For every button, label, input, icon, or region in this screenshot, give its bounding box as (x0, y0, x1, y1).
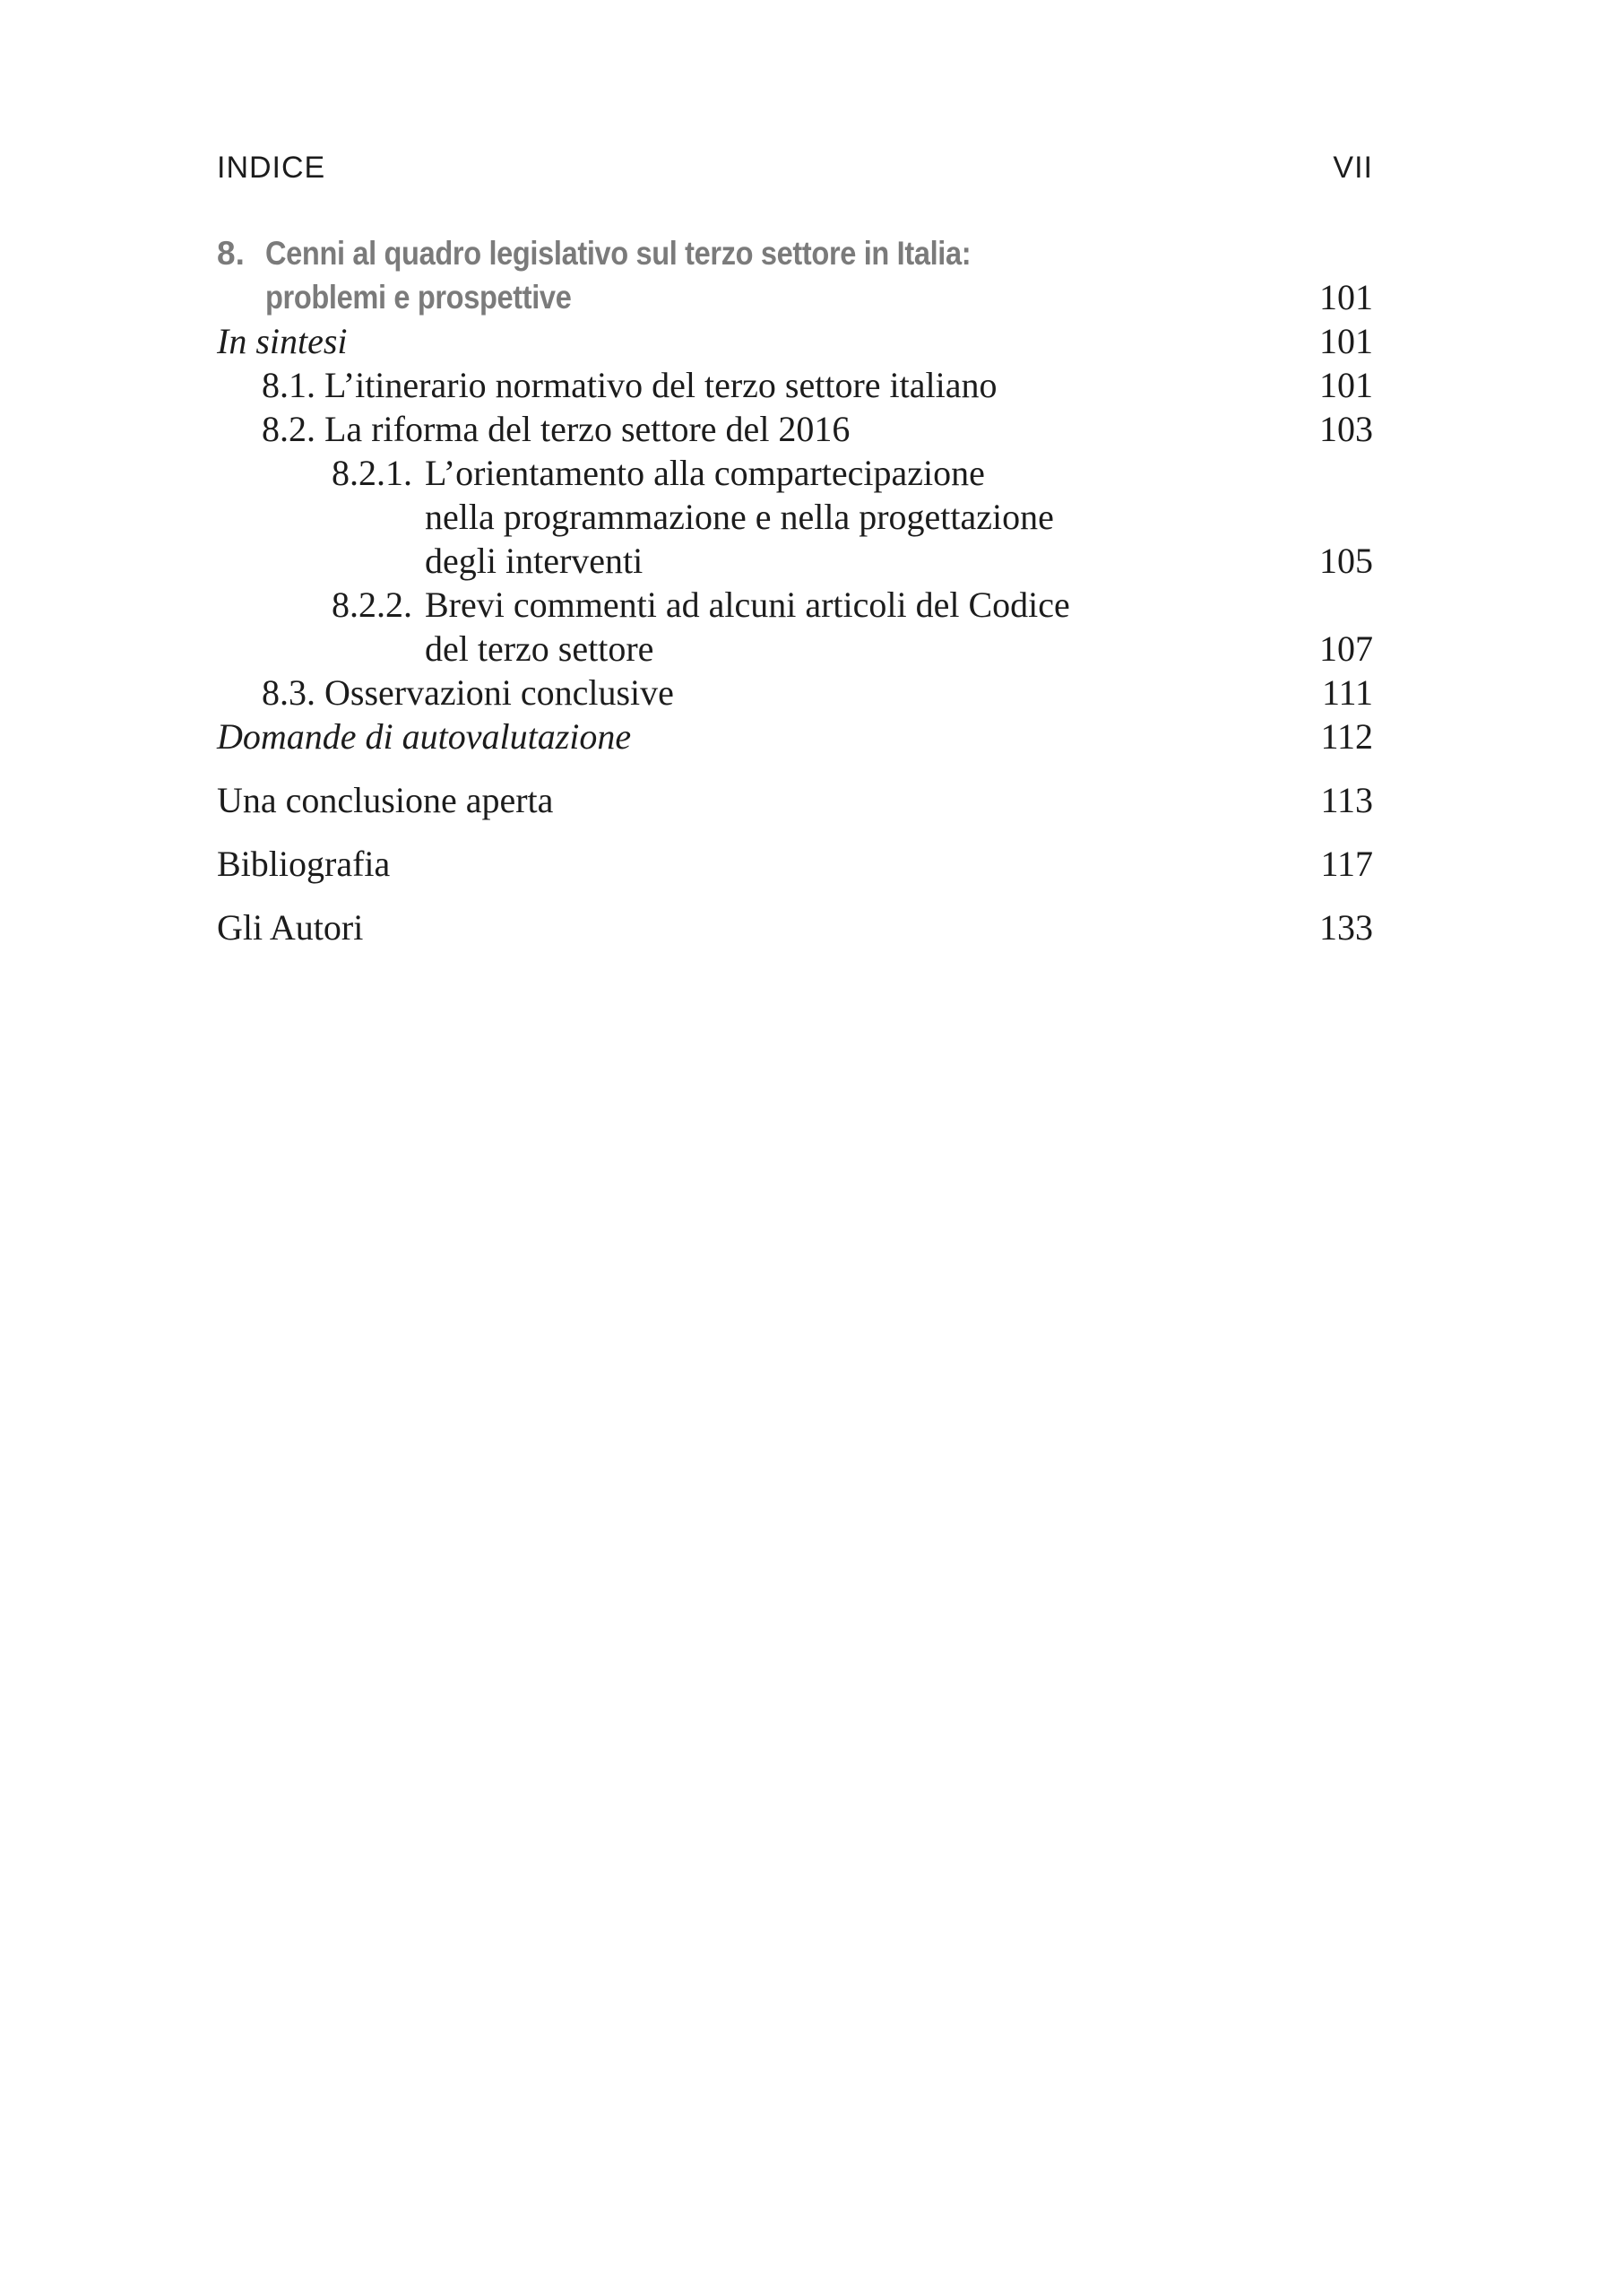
chapter-page-number: 101 (1319, 277, 1373, 317)
toc-entry-in-sintesi[interactable] (217, 319, 1373, 363)
running-head-title: INDICE (217, 151, 326, 185)
spacer (217, 822, 1373, 842)
toc-entry-label-line-2: del terzo settore (425, 628, 654, 669)
toc-entry-8-3[interactable] (217, 671, 1373, 714)
toc-entry-label-line-1: Brevi commenti ad alcuni articoli del Codice (425, 585, 1070, 625)
table-of-contents (217, 231, 1373, 949)
toc-entry-label: Una conclusione aperta (217, 780, 554, 820)
running-head (217, 151, 1373, 190)
toc-entry-number: 8.2.1. (332, 453, 412, 493)
chapter-title-line-1: Cenni al quadro legislativo sul terzo settore in Italia: (265, 235, 972, 272)
toc-entry-8-2-1-cont2[interactable] (217, 539, 1373, 583)
toc-entry-8-2-1-cont[interactable] (217, 495, 1373, 539)
toc-entry-8-2-2[interactable] (217, 583, 1373, 627)
toc-entry-page: 107 (1319, 628, 1373, 669)
toc-entry-number: 8.2.2. (332, 585, 412, 625)
toc-chapter-heading[interactable] (217, 231, 1373, 275)
toc-entry-domande[interactable] (217, 714, 1373, 758)
toc-entry-label-line-3: degli interventi (425, 541, 644, 581)
toc-entry-8-2-2-cont[interactable] (217, 627, 1373, 671)
toc-entry-label: In sintesi (217, 321, 348, 361)
toc-entry-label: 8.2. La riforma del terzo settore del 2016 (262, 409, 851, 449)
toc-chapter-heading-cont[interactable] (217, 275, 1373, 319)
toc-entry-label-line-2: nella programmazione e nella progettazione (425, 497, 1054, 537)
toc-entry-page: 133 (1319, 907, 1373, 948)
toc-entry-page: 105 (1319, 541, 1373, 581)
toc-entry-page: 117 (1320, 844, 1373, 884)
toc-entry-label-line-1: L’orientamento alla compartecipazione (425, 453, 985, 493)
spacer (217, 886, 1373, 905)
toc-entry-8-2-1[interactable] (217, 451, 1373, 495)
toc-entry-label: Domande di autovalutazione (217, 716, 632, 757)
chapter-title-line-2: problemi e prospettive (265, 279, 572, 316)
toc-entry-8-2[interactable] (217, 407, 1373, 451)
toc-entry-bibliografia[interactable] (217, 842, 1373, 886)
toc-entry-page: 101 (1319, 365, 1373, 405)
toc-entry-label: 8.1. L’itinerario normativo del terzo settore italiano (262, 365, 998, 405)
toc-entry-label: Bibliografia (217, 844, 391, 884)
spacer (217, 758, 1373, 778)
toc-entry-page: 113 (1320, 780, 1373, 820)
toc-entry-label: 8.3. Osservazioni conclusive (262, 672, 674, 713)
toc-entry-page: 112 (1320, 716, 1373, 757)
toc-entry-conclusione[interactable] (217, 778, 1373, 822)
toc-entry-8-1[interactable] (217, 363, 1373, 407)
chapter-number: 8. (217, 235, 245, 272)
toc-entry-autori[interactable] (217, 905, 1373, 949)
toc-entry-page: 101 (1319, 321, 1373, 361)
toc-entry-page: 111 (1321, 672, 1373, 713)
toc-entry-label: Gli Autori (217, 907, 364, 948)
page-number-roman: VII (1333, 151, 1373, 185)
toc-entry-page: 103 (1319, 409, 1373, 449)
